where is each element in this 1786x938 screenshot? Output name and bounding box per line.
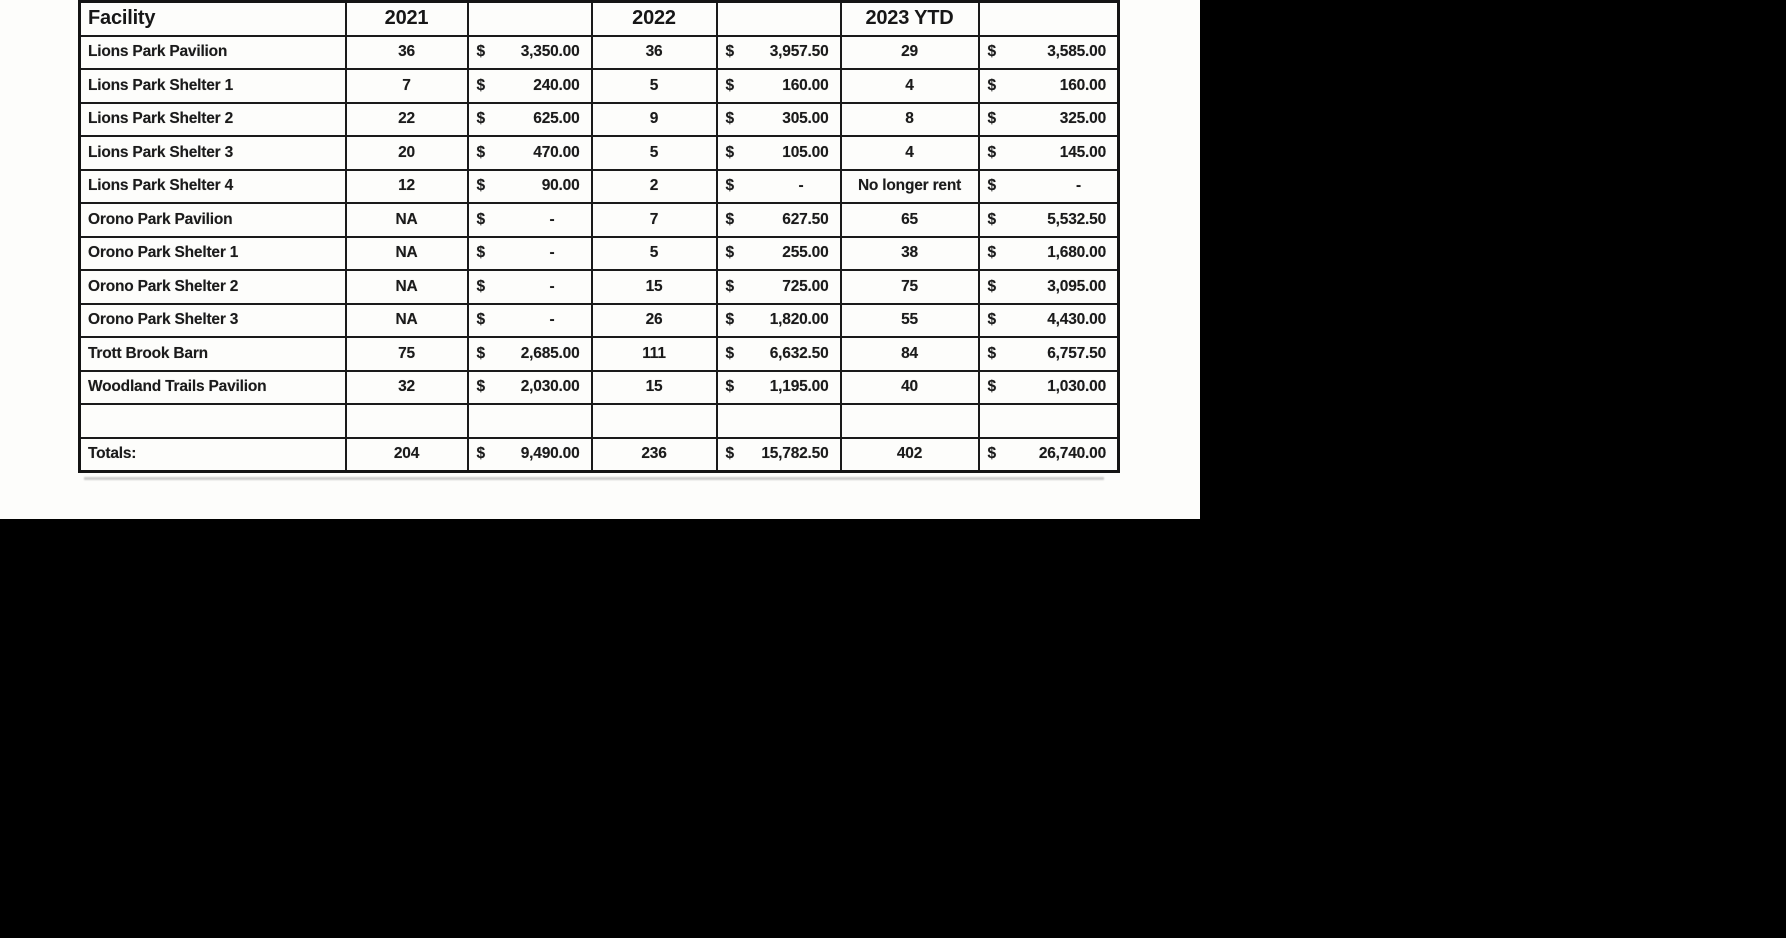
currency-sign: $ [987,143,996,161]
count-2023-cell: 65 [841,203,979,237]
count-2021-cell: 22 [346,103,468,137]
count-2022-cell: 5 [592,237,717,271]
currency-sign: $ [725,110,734,128]
currency-sign: $ [476,210,485,228]
facility-cell: Lions Park Shelter 1 [80,69,346,103]
count-2021-cell: 32 [346,371,468,405]
count-2022-cell: 7 [592,203,717,237]
amount-value: 3,350.00 [520,43,580,61]
amount-value: 90.00 [541,177,580,195]
amount-2023-cell [979,136,1119,170]
count-2023-cell: 75 [841,270,979,304]
amount-value: 105.00 [782,143,829,161]
amount-value: 3,957.50 [769,43,829,61]
currency-sign: $ [987,43,996,61]
table-row [80,69,1119,103]
amount-2022-cell [717,371,841,405]
count-2021-cell [346,404,468,438]
count-2022-cell [592,404,717,438]
amount-2021-cell [468,203,592,237]
facility-cell [80,404,346,438]
currency-sign: $ [476,344,485,362]
currency-sign: $ [725,43,734,61]
scanned-page [0,0,1200,519]
amount-value: - [549,244,555,262]
currency-sign: $ [725,344,734,362]
currency-sign: $ [725,378,734,396]
scan-shadow-line [84,477,1104,480]
totals-row [80,438,1119,472]
amount-value: 255.00 [782,244,829,262]
amount-2022-cell [717,203,841,237]
table-row [80,304,1119,338]
amount-2021-cell [468,371,592,405]
amount-value: 1,820.00 [769,311,829,329]
count-2021-cell: 75 [346,337,468,371]
count-2022-cell: 15 [592,270,717,304]
facility-cell: Orono Park Shelter 2 [80,270,346,304]
count-2023-cell: 4 [841,69,979,103]
amount-2022-cell [717,404,841,438]
currency-sign: $ [987,277,996,295]
currency-sign: $ [987,344,996,362]
amount-2023-cell [979,203,1119,237]
header-2021-amount-blank [468,2,592,36]
currency-sign: $ [725,143,734,161]
count-2022-cell: 111 [592,337,717,371]
amount-value: 240.00 [533,76,580,94]
amount-value: 3,585.00 [1047,43,1106,61]
currency-sign: $ [725,277,734,295]
amount-2023-cell [979,371,1119,405]
count-2021-cell: NA [346,304,468,338]
amount-2022-cell [717,270,841,304]
amount-value: - [549,311,555,329]
count-2023-cell [841,404,979,438]
amount-value: 325.00 [1059,110,1106,128]
currency-sign: $ [725,177,734,195]
amount-value: - [798,177,804,195]
amount-value: 2,030.00 [520,378,580,396]
amount-value: - [1076,177,1081,195]
amount-value: 6,632.50 [769,344,829,362]
count-2022-cell: 5 [592,136,717,170]
header-facility: Facility [80,2,346,36]
amount-value: 26,740.00 [1038,445,1106,462]
currency-sign: $ [476,110,485,128]
count-2021-cell: NA [346,270,468,304]
amount-value: 1,030.00 [1047,378,1106,396]
currency-sign: $ [476,43,485,61]
table-row [80,136,1119,170]
amount-2022-cell [717,337,841,371]
amount-value: 160.00 [1059,76,1106,94]
facility-cell: Trott Brook Barn [80,337,346,371]
currency-sign: $ [987,210,996,228]
amount-value: 145.00 [1059,143,1106,161]
table-row [80,170,1119,204]
table-row [80,371,1119,405]
header-2023-amount-blank [979,2,1119,36]
amount-value: 6,757.50 [1047,344,1106,362]
totals-amount-2022-cell [717,438,841,472]
count-2023-cell: 40 [841,371,979,405]
header-2022-amount-blank [717,2,841,36]
currency-sign: $ [725,445,734,462]
count-2021-cell: NA [346,203,468,237]
count-2022-cell: 36 [592,36,717,70]
amount-2022-cell [717,103,841,137]
amount-2021-cell [468,304,592,338]
currency-sign: $ [476,445,485,462]
count-2022-cell: 26 [592,304,717,338]
currency-sign: $ [725,311,734,329]
currency-sign: $ [987,76,996,94]
header-row [80,2,1119,36]
amount-2022-cell [717,36,841,70]
amount-value: 627.50 [782,210,829,228]
currency-sign: $ [987,177,996,195]
amount-2023-cell [979,270,1119,304]
currency-sign: $ [476,378,485,396]
count-2023-cell: 38 [841,237,979,271]
count-2023-cell: 84 [841,337,979,371]
amount-value: 725.00 [782,277,829,295]
amount-2023-cell [979,404,1119,438]
amount-2023-cell [979,69,1119,103]
count-2022-cell: 5 [592,69,717,103]
amount-2022-cell [717,304,841,338]
amount-value: 2,685.00 [520,344,580,362]
amount-value: 625.00 [533,110,580,128]
table-row-empty [80,404,1119,438]
count-2023-cell: 55 [841,304,979,338]
facility-cell: Lions Park Shelter 3 [80,136,346,170]
amount-value: 3,095.00 [1047,277,1106,295]
totals-count-2021-cell: 204 [346,438,468,472]
amount-2021-cell [468,69,592,103]
currency-sign: $ [987,244,996,262]
amount-value: 1,195.00 [769,378,829,396]
facility-cell: Orono Park Pavilion [80,203,346,237]
amount-2022-cell [717,237,841,271]
count-2021-cell: NA [346,237,468,271]
amount-2021-cell [468,404,592,438]
currency-sign: $ [987,311,996,329]
table-row [80,237,1119,271]
amount-2022-cell [717,69,841,103]
facility-cell: Lions Park Pavilion [80,36,346,70]
header-2022: 2022 [592,2,717,36]
amount-value: 160.00 [782,76,829,94]
count-2022-cell: 15 [592,371,717,405]
totals-count-2023-cell: 402 [841,438,979,472]
count-2021-cell: 12 [346,170,468,204]
amount-2021-cell [468,170,592,204]
header-2023-ytd: 2023 YTD [841,2,979,36]
currency-sign: $ [987,445,996,462]
facility-rentals-table [78,0,1120,473]
amount-2021-cell [468,337,592,371]
amount-value: - [549,277,555,295]
totals-label-cell: Totals: [80,438,346,472]
facility-cell: Orono Park Shelter 3 [80,304,346,338]
amount-value: 15,782.50 [761,445,829,462]
currency-sign: $ [987,110,996,128]
currency-sign: $ [725,210,734,228]
currency-sign: $ [725,244,734,262]
totals-count-2022-cell: 236 [592,438,717,472]
table-row [80,36,1119,70]
amount-2021-cell [468,136,592,170]
currency-sign: $ [476,311,485,329]
amount-value: 305.00 [782,110,829,128]
facility-cell: Lions Park Shelter 2 [80,103,346,137]
amount-value: 5,532.50 [1047,210,1106,228]
amount-2023-cell [979,170,1119,204]
amount-2023-cell [979,304,1119,338]
amount-value: - [549,210,555,228]
currency-sign: $ [476,143,485,161]
amount-2021-cell [468,270,592,304]
amount-2023-cell [979,103,1119,137]
amount-2023-cell [979,36,1119,70]
count-2021-cell: 36 [346,36,468,70]
count-2021-cell: 20 [346,136,468,170]
table-row [80,270,1119,304]
count-2023-cell: 4 [841,136,979,170]
amount-value: 9,490.00 [520,445,580,462]
count-2023-cell: No longer rent [841,170,979,204]
table-row [80,203,1119,237]
totals-amount-2021-cell [468,438,592,472]
count-2021-cell: 7 [346,69,468,103]
amount-2022-cell [717,170,841,204]
amount-value: 1,680.00 [1047,244,1106,262]
amount-value: 470.00 [533,143,580,161]
totals-amount-2023-cell [979,438,1119,472]
currency-sign: $ [987,378,996,396]
count-2023-cell: 8 [841,103,979,137]
facility-cell: Orono Park Shelter 1 [80,237,346,271]
table-row [80,337,1119,371]
count-2023-cell: 29 [841,36,979,70]
amount-2023-cell [979,237,1119,271]
count-2022-cell: 9 [592,103,717,137]
header-2021: 2021 [346,2,468,36]
count-2022-cell: 2 [592,170,717,204]
currency-sign: $ [476,244,485,262]
amount-2023-cell [979,337,1119,371]
table-row [80,103,1119,137]
amount-2021-cell [468,237,592,271]
amount-2022-cell [717,136,841,170]
amount-2021-cell [468,36,592,70]
amount-value: 4,430.00 [1047,311,1106,329]
currency-sign: $ [725,76,734,94]
amount-2021-cell [468,103,592,137]
currency-sign: $ [476,76,485,94]
currency-sign: $ [476,277,485,295]
currency-sign: $ [476,177,485,195]
facility-cell: Woodland Trails Pavilion [80,371,346,405]
facility-cell: Lions Park Shelter 4 [80,170,346,204]
